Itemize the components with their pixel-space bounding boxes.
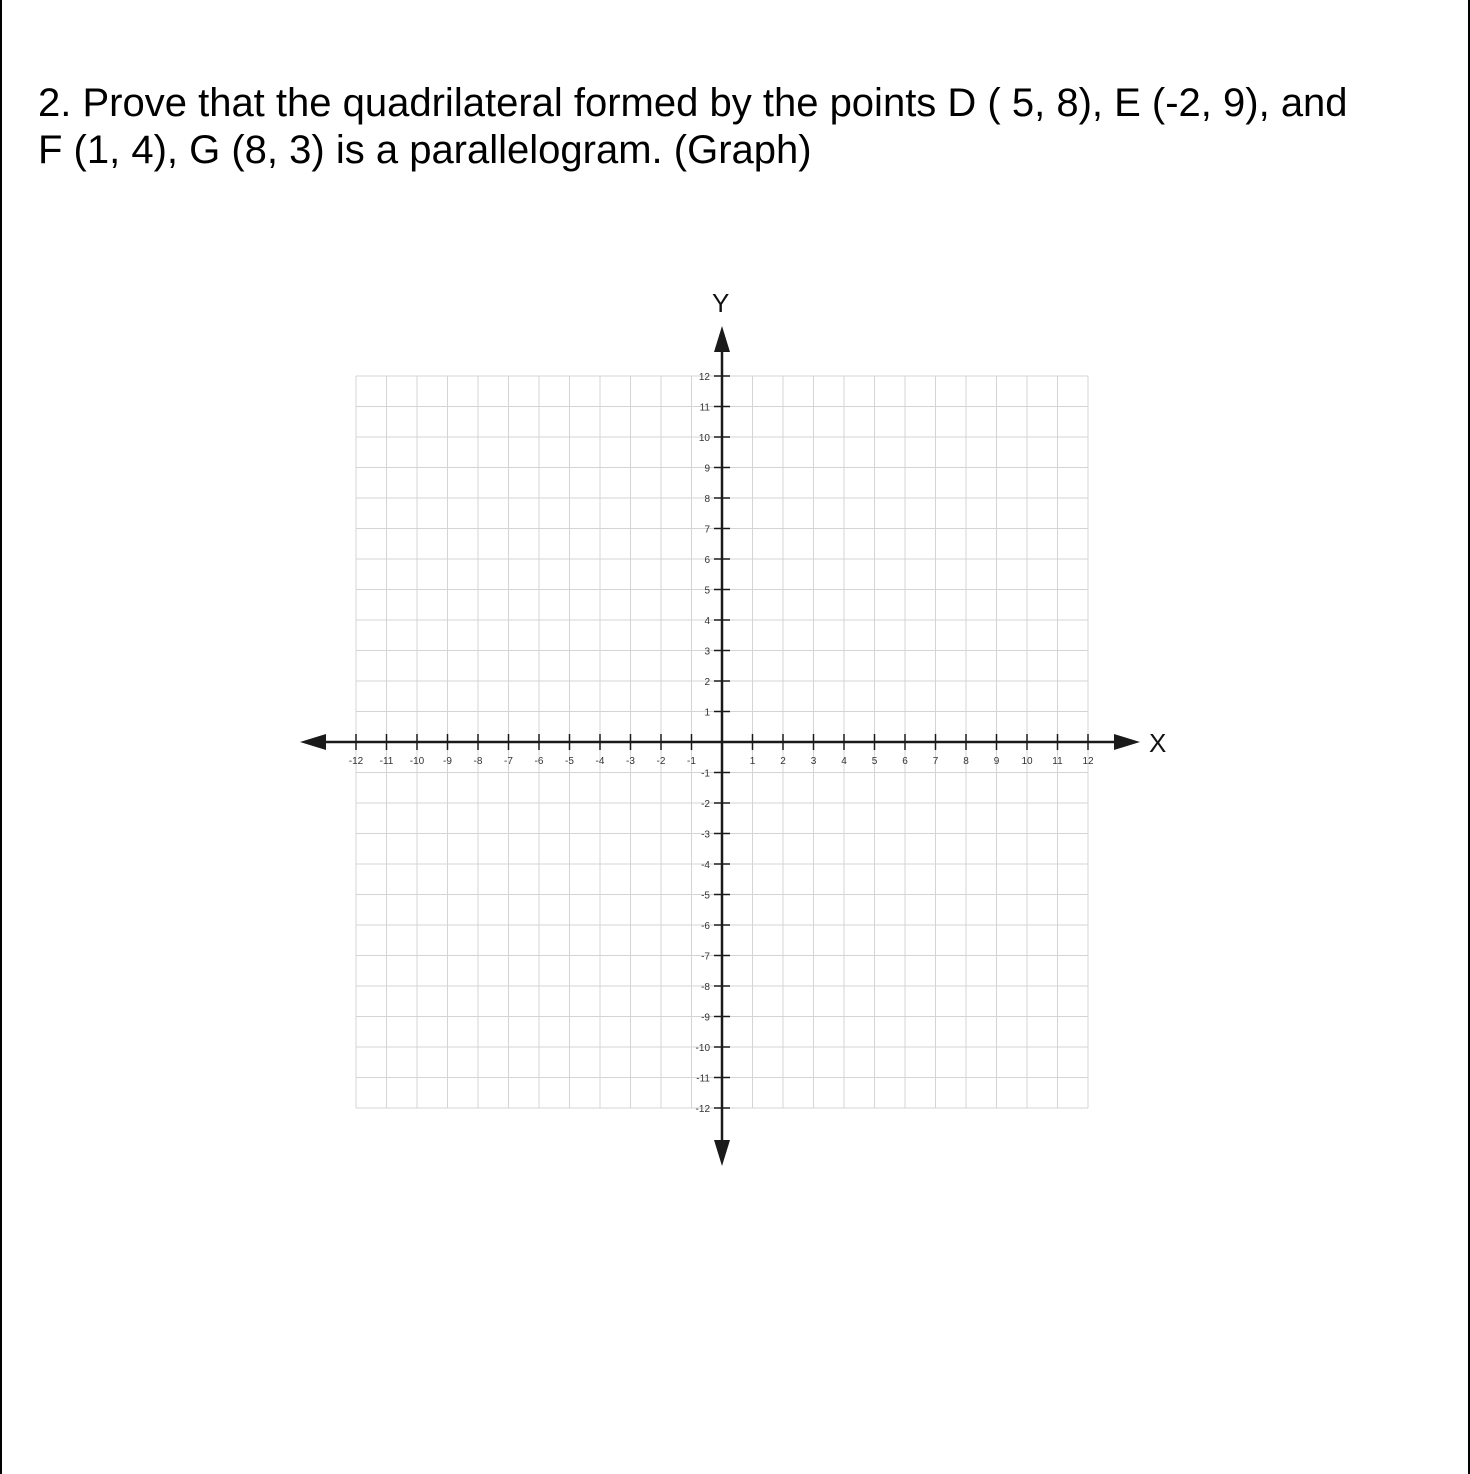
x-tick-label: -2	[656, 756, 666, 767]
x-tick-label: 7	[932, 756, 939, 767]
y-tick-label: 8	[704, 494, 710, 505]
y-tick-label: 1	[704, 707, 710, 719]
y-tick-label: -5	[701, 890, 710, 902]
y-tick-label: 2	[704, 677, 710, 688]
x-tick-label: -4	[595, 756, 605, 767]
x-tick-label: -9	[443, 756, 452, 767]
y-tick-label: -3	[701, 829, 710, 841]
question-line-1: 2. Prove that the quadrilateral formed by the points D ( 5, 8), E (-2, 9), and	[38, 81, 1348, 125]
x-tick-label: -10	[409, 756, 425, 767]
y-tick-label: -7	[701, 951, 710, 963]
y-axis-top-arrow	[714, 326, 730, 352]
axes	[300, 326, 1140, 1166]
y-tick-label: 12	[698, 372, 710, 383]
x-tick-label: 4	[841, 756, 847, 767]
y-axis-label: Y	[712, 288, 730, 318]
y-tick-label: 3	[704, 646, 710, 658]
x-tick-label: 1	[749, 756, 756, 767]
x-tick-label: 5	[871, 756, 878, 767]
y-tick-label: 10	[698, 433, 710, 444]
y-tick-label: -10	[695, 1043, 710, 1054]
x-axis-left-arrow	[300, 734, 326, 750]
y-tick-label: 9	[704, 463, 710, 475]
x-tick-label: 2	[780, 756, 786, 767]
x-tick-label: -5	[565, 756, 574, 767]
y-tick-label: -11	[696, 1073, 710, 1085]
x-axis-label: X	[1149, 728, 1167, 758]
x-tick-label: 3	[810, 756, 817, 767]
x-tick-label: 9	[993, 756, 1000, 767]
x-tick-label: -1	[687, 756, 696, 767]
y-tick-label: 7	[704, 524, 710, 536]
y-tick-label: 5	[704, 585, 710, 597]
y-tick-label: 6	[704, 555, 710, 566]
y-tick-label: 4	[704, 616, 710, 627]
x-tick-label: -6	[534, 756, 544, 767]
x-tick-label: 11	[1052, 756, 1063, 767]
y-tick-label: -9	[701, 1012, 710, 1024]
y-tick-label: 11	[699, 402, 710, 414]
x-axis-right-arrow	[1114, 734, 1140, 750]
y-tick-label: -6	[701, 921, 710, 932]
y-axis-bottom-arrow	[714, 1140, 730, 1166]
x-tick-label: -3	[626, 756, 635, 767]
x-tick-label: 10	[1021, 756, 1033, 767]
y-tick-label: -12	[695, 1104, 710, 1115]
x-tick-label: -8	[473, 756, 483, 767]
x-tick-label: 8	[963, 756, 969, 767]
y-tick-label: -8	[701, 982, 710, 993]
y-tick-label: -1	[701, 768, 710, 780]
question-line-2: F (1, 4), G (8, 3) is a parallelogram. (Graph)	[38, 128, 812, 172]
y-tick-label: -4	[701, 860, 710, 871]
x-tick-label: 6	[902, 756, 908, 767]
x-tick-label: -12	[348, 756, 364, 767]
x-tick-label: 12	[1082, 756, 1094, 767]
x-tick-label: -11	[379, 756, 394, 767]
x-tick-label: -7	[504, 756, 513, 767]
y-tick-label: -2	[701, 799, 710, 810]
